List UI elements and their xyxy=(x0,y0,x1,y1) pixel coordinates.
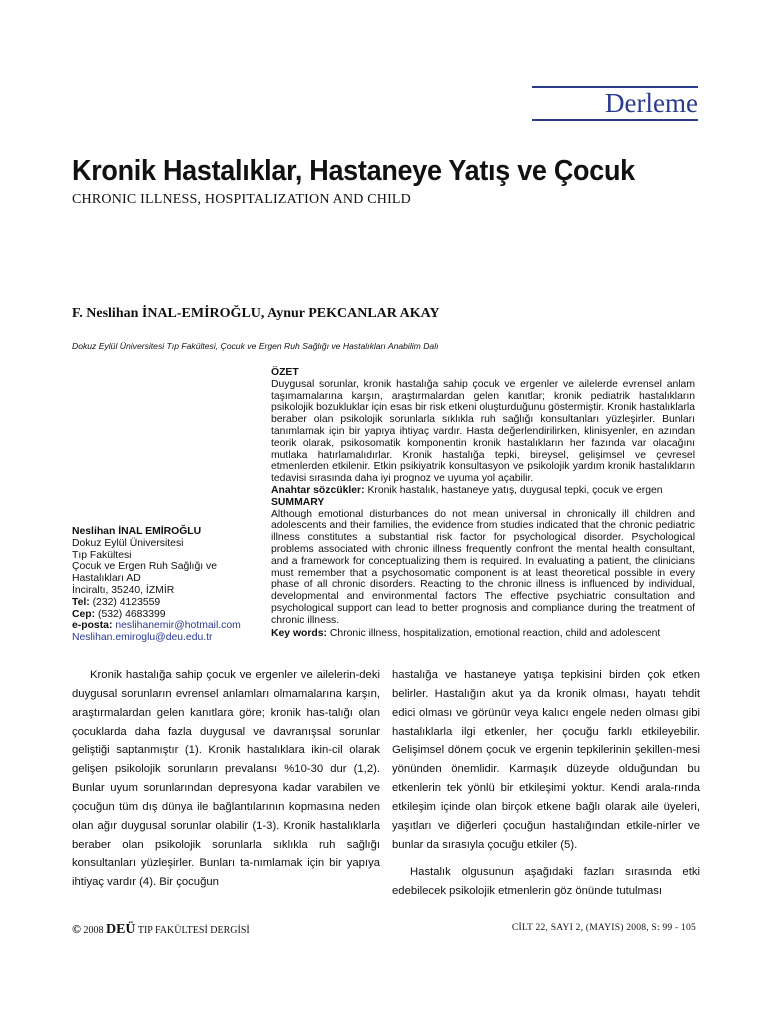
email-label: e-posta: xyxy=(72,620,113,632)
summary-keywords-label: Key words: xyxy=(271,627,328,639)
ozet-keywords-text: Kronik hastalık, hastaneye yatış, duygusal tepki, çocuk ve ergen xyxy=(367,484,663,496)
contact-name: Neslihan İNAL EMİROĞLU xyxy=(72,526,202,537)
article-title: Kronik Hastalıklar, Hastaneye Yatış ve Çocuk xyxy=(72,155,635,187)
body-paragraph: Hastalık olgusunun aşağıdaki fazları sırasında etki edebilecek psikolojik etmenlerin göz önünde tutulması xyxy=(392,866,700,898)
body-paragraph: Kronik hastalığa sahip çocuk ve ergenler ve ailelerin-deki duygusal sorunların evrensel anlamları olmamalarına karşın, araştırmalardan gelen kanıtlara göre; kronik has-talığı olan çocuklarda daha fazla duygusal ve davranışsal sorunlar geliştiği saptanmıştır (1). Kronik hastalıklara ikin-cil olarak gelişen psikolojik sorunların prevalansı %10-30 dur (1,2). Bunlar uyum sorunlarından depresyona kadar varabilen ve çocuğun tüm dış dünya ile bağlantılarının kopmasına neden olan ağır duygusal sorunlar olabilir (1-3). Kronik hastalıklarla beraber olan psikolojik sorunlarla sıklıkla ruh sağlığı konsultanları yüzleşirler. Bunları ta-nımlamak için bir yapıya ihtiyaç vardır (4). Bir çocuğun xyxy=(72,669,380,889)
ozet-text: Duygusal sorunlar, kronik hastalığa sahip çocuk ve ergenler ve ailelerde evrensel anlam taşımamalarına karşın, araştırmalardan gelen kanıtlar; kronik pediatrik hastalıkların psikolojik bozukluklar için esas bir risk etkeni oluşturduğunu göstermiştir. Kronik hastalıklarla beraber olan psikolojik sorunlarla sıklıkla ruh sağlığı konsultanları yüzleşirler. Bunları tanımlamak için bir yapıya ihtiyaç vardır. Hasta değerlendirilirken, klinisyenler, en azından teorik olarak, psikosomatik komponentin kronik hastalıkların her fazında var olacağını mutlaka hatırlamalıdırlar. Kronik hastalığa tepki, bireysel, gelişimsel ve çevresel etmenlerden etkilenir. Etkin psikiyatrik konsultasyon ve psikolojik yardım kronik hastalıkların tedavisi sırasında daha iyi prognoz ve uyuma yol açabilir. xyxy=(271,378,695,485)
contact-cep xyxy=(72,609,262,621)
ozet-heading: ÖZET xyxy=(271,367,299,378)
contact-tel xyxy=(72,597,262,609)
author-list: F. Neslihan İNAL-EMİROĞLU, Aynur PEKCANLAR AKAY xyxy=(72,306,440,321)
contact-line: Hastalıkları AD xyxy=(72,573,141,585)
summary-keywords xyxy=(271,628,695,640)
contact-line: Çocuk ve Ergen Ruh Sağlığı ve xyxy=(72,561,217,573)
summary-text: Although emotional disturbances do not mean universal in chronically ill children and adolescents and their families, the evidence from studies indicated that the chronic pediatric illness constitutes a substantial risk factor for psychological disorder. Psychological problems associated with chronic illness frequently confront the mental health consultant, and a framework for conceptualizing them is required. In evaluating a patient, the clinicians must remember that a psychosomatic component is at least theoretical possible in every phase of all chronic disorders. Reacting to the chronic illness is influenced by individual, developmental and environmental factors The effective psychiatric consultation and psychological support can lead to better prognosis and compliance during the treatment of chronic illness. xyxy=(271,508,695,626)
header-rule-bottom xyxy=(532,119,698,121)
footer-journal-abbr: DEÜ xyxy=(105,922,136,937)
tel-value: (232) 4123559 xyxy=(92,596,161,608)
affiliation: Dokuz Eylül Üniversitesi Tıp Fakültesi, Çocuk ve Ergen Ruh Sağlığı ve Hastalıkları Anabilim Dalı xyxy=(72,341,439,351)
summary-keywords-text: Chronic illness, hospitalization, emotional reaction, child and adolescent xyxy=(329,627,661,639)
contact-line: İnciraltı, 35240, İZMİR xyxy=(72,584,175,596)
body-column-right xyxy=(392,666,700,901)
body-paragraph: hastalığa ve hastaneye yatışa tepkisini birden çok etken belirler. Hastalığın akut ya da kronik olması, hayatı tehdit edici olması ve görünür veya kalıcı engele neden olması gibi hastalıklarla ilgi etkenler, her çocuğu farklı etkileyebilir. Gelişimsel dönem çocuk ve ergenin tepkilerinin şekillen-mesi yönünden önemlidir. Karmaşık düzeyde olduğundan bu etkenlerin tek yönlü bir etkileşimi yoktur. Kendi arala-rında etkileşim içinde olan birçok etkene bağlı olarak aile üyeleri, yaşıtları ve diğerleri çocuğun hastalığından etkile-nirler ve bunlar da sırasıyla çocuğu etkiler (5). xyxy=(392,669,700,851)
ozet-section xyxy=(271,367,695,639)
ozet-keywords xyxy=(271,485,695,497)
email-link-1[interactable]: neslihanemir@hotmail.com xyxy=(115,620,241,632)
footer-year: 2008 xyxy=(83,925,104,936)
tel-label: Tel: xyxy=(72,596,90,608)
footer-journal-name: TIP FAKÜLTESİ DERGİSİ xyxy=(137,925,250,936)
summary-heading: SUMMARY xyxy=(271,496,325,508)
body-column-left xyxy=(72,666,380,892)
cep-value: (532) 4683399 xyxy=(97,608,166,620)
contact-block xyxy=(72,526,262,644)
footer-citation: CİLT 22, SAYI 2, (MAYIS) 2008, S: 99 - 105 xyxy=(511,922,696,933)
copyright-icon: © xyxy=(72,922,81,936)
footer-journal xyxy=(72,922,250,938)
contact-line: Dokuz Eylül Üniversitesi xyxy=(72,537,184,549)
contact-email xyxy=(72,620,262,632)
contact-line: Tıp Fakültesi xyxy=(72,549,132,561)
ozet-keywords-label: Anahtar sözcükler: xyxy=(271,484,365,496)
article-subtitle: CHRONIC ILLNESS, HOSPITALIZATION AND CHILD xyxy=(72,192,411,207)
email-link-2[interactable]: Neslihan.emiroglu@deu.edu.tr xyxy=(72,632,213,644)
cep-label: Cep: xyxy=(72,608,96,620)
section-label: Derleme xyxy=(605,88,698,118)
